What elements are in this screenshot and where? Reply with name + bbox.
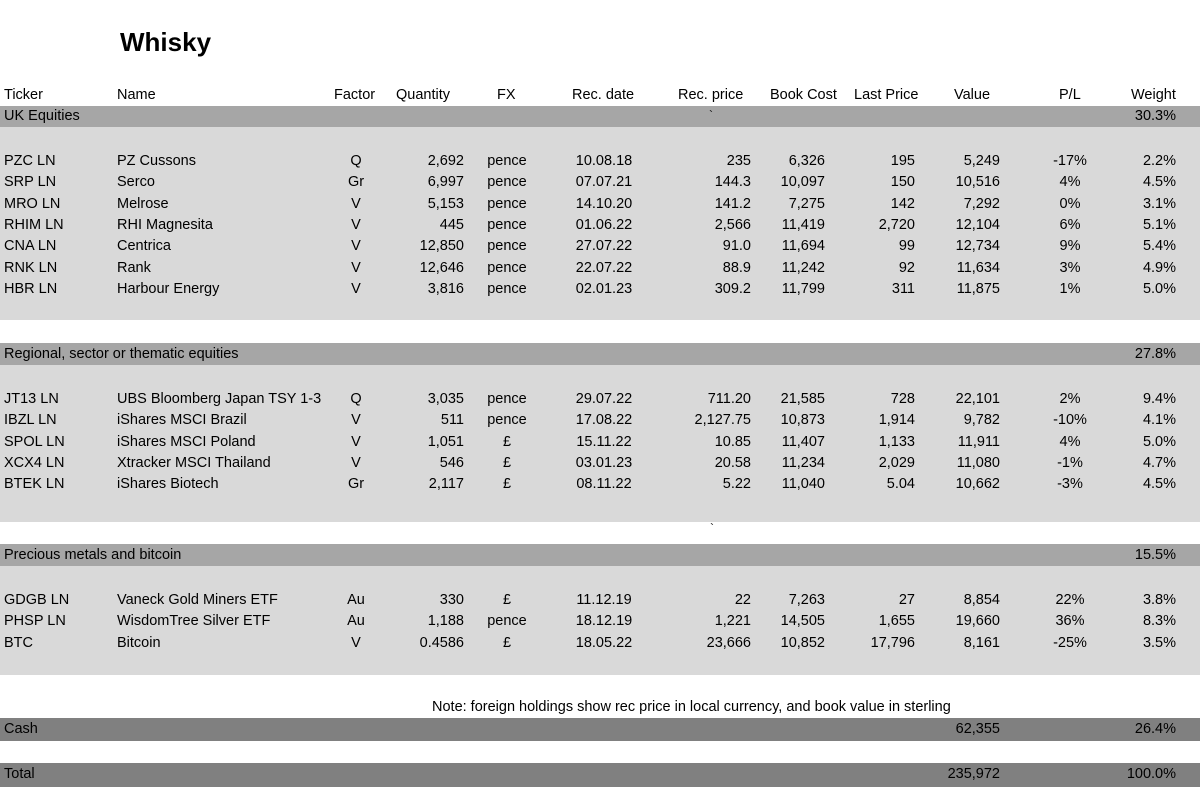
table-row [0, 410, 1200, 431]
cell-pl: 9% [1059, 238, 1081, 255]
col-fx: FX [497, 87, 516, 103]
cell-ticker: BTEK LN [4, 476, 65, 493]
col-pl: P/L [1059, 87, 1081, 103]
cell-factor: Au [347, 592, 365, 608]
column-header-row [0, 85, 1200, 106]
cell-quantity: 5,153 [427, 195, 464, 212]
cell-factor: V [351, 634, 361, 651]
cell-last-price: 2,029 [878, 454, 915, 471]
cell-rec-date: 18.05.22 [575, 634, 633, 651]
col-value: Value [954, 87, 991, 103]
cell-fx: pence [487, 391, 527, 407]
cell-quantity: 6,997 [427, 174, 464, 191]
total-weight: 100.0% [1126, 766, 1176, 782]
col-book-cost: Book Cost [770, 87, 837, 103]
cell-fx: pence [487, 153, 527, 169]
cell-ticker: RHIM LN [4, 216, 64, 233]
cell-book-cost: 14,505 [780, 613, 825, 630]
col-rec-date: Rec. date [572, 87, 635, 103]
cell-last-price: 1,914 [878, 412, 915, 429]
cell-last-price: 5.04 [886, 476, 915, 493]
cell-quantity: 12,646 [419, 259, 464, 276]
cell-pl: 3% [1059, 259, 1081, 276]
cell-fx: pence [487, 238, 527, 255]
table-row [0, 474, 1200, 495]
cell-weight: 3.1% [1142, 195, 1176, 212]
cell-factor: Gr [347, 174, 365, 191]
table-row [0, 389, 1200, 410]
cell-rec-price: 5.22 [722, 476, 751, 493]
cell-quantity: 2,117 [428, 476, 464, 493]
cell-rec-price: 10.85 [714, 433, 751, 450]
cell-pl: 2% [1059, 391, 1081, 407]
cell-pl: -17% [1053, 153, 1087, 169]
stray-mark: ` [710, 521, 714, 535]
cell-rec-price: 309.2 [714, 280, 751, 297]
cell-rec-price: 88.9 [722, 259, 751, 276]
cell-value: 8,854 [963, 592, 1000, 608]
cell-ticker: HBR LN [4, 280, 58, 297]
cell-ticker: BTC [4, 634, 33, 651]
cell-rec-date: 02.01.23 [575, 280, 633, 297]
cell-pl: 36% [1055, 613, 1085, 630]
cell-name: WisdomTree Silver ETF [117, 613, 271, 630]
cell-name: RHI Magnesita [117, 216, 213, 233]
cell-value: 8,161 [963, 634, 1000, 651]
total-value: 235,972 [947, 766, 1000, 782]
cell-factor: Q [350, 391, 362, 407]
table-row [0, 279, 1200, 300]
cell-name: iShares Biotech [117, 476, 219, 493]
cell-pl: 1% [1059, 280, 1081, 297]
cell-pl: -3% [1057, 476, 1083, 493]
cell-value: 10,662 [955, 476, 1000, 493]
section-header-regional [0, 344, 1200, 365]
col-factor: Factor [334, 87, 376, 103]
cell-quantity: 511 [440, 412, 464, 429]
cell-factor: V [351, 280, 361, 297]
cell-fx: pence [487, 195, 527, 212]
cell-factor: Q [350, 153, 362, 169]
cell-rec-price: 235 [726, 153, 751, 169]
section-label: Regional, sector or thematic equities [4, 346, 239, 362]
cell-quantity: 1,188 [427, 613, 464, 630]
total-row [0, 764, 1200, 785]
cell-weight: 5.1% [1142, 216, 1176, 233]
cell-value: 19,660 [955, 613, 1000, 630]
table-row [0, 151, 1200, 172]
cell-fx: £ [502, 454, 512, 471]
cell-name: iShares MSCI Brazil [117, 412, 247, 429]
cell-book-cost: 21,585 [780, 391, 825, 407]
cell-value: 22,101 [955, 391, 1000, 407]
cell-quantity: 445 [439, 216, 464, 233]
cell-name: Bitcoin [117, 634, 161, 651]
cell-last-price: 311 [891, 280, 915, 297]
table-row [0, 215, 1200, 236]
cell-rec-date: 11.12.19 [576, 592, 632, 608]
cell-book-cost: 10,852 [780, 634, 825, 651]
cell-last-price: 2,720 [878, 216, 915, 233]
cell-factor: V [351, 412, 361, 429]
cell-quantity: 3,816 [427, 280, 464, 297]
cell-last-price: 728 [890, 391, 915, 407]
cell-name: Xtracker MSCI Thailand [117, 454, 271, 471]
table-row [0, 432, 1200, 453]
cell-fx: pence [487, 412, 527, 429]
cell-factor: V [351, 454, 361, 471]
cell-ticker: PHSP LN [4, 613, 66, 630]
section-weight: 27.8% [1134, 346, 1176, 362]
cell-ticker: XCX4 LN [4, 454, 65, 471]
cell-book-cost: 11,419 [781, 216, 825, 233]
cell-rec-price: 22 [734, 592, 751, 608]
cell-pl: 6% [1059, 216, 1081, 233]
cell-name: Melrose [117, 195, 169, 212]
cell-name: UBS Bloomberg Japan TSY 1-3 [117, 391, 322, 407]
cell-rec-price: 23,666 [706, 634, 751, 651]
cell-rec-date: 01.06.22 [575, 216, 633, 233]
cell-weight: 3.5% [1142, 634, 1176, 651]
cell-value: 11,634 [956, 259, 1000, 276]
cell-factor: V [351, 195, 361, 212]
col-quantity: Quantity [396, 87, 450, 103]
section-header-precious-metals [0, 545, 1200, 566]
cell-weight: 4.5% [1142, 174, 1176, 191]
cell-value: 10,516 [955, 174, 1000, 191]
cell-ticker: PZC LN [4, 153, 56, 169]
cell-quantity: 330 [439, 592, 464, 608]
cash-weight: 26.4% [1134, 721, 1176, 737]
cell-weight: 4.7% [1142, 454, 1176, 471]
cell-rec-price: 1,221 [714, 613, 751, 630]
cell-rec-date: 22.07.22 [575, 259, 633, 276]
cell-pl: 0% [1059, 195, 1081, 212]
cell-last-price: 92 [898, 259, 915, 276]
cell-ticker: SRP LN [4, 174, 57, 191]
cell-last-price: 17,796 [870, 634, 915, 651]
cell-value: 11,875 [956, 280, 1000, 297]
cell-weight: 5.0% [1142, 280, 1176, 297]
cell-weight: 4.5% [1142, 476, 1176, 493]
cell-book-cost: 11,407 [781, 433, 825, 450]
table-row [0, 633, 1200, 654]
cell-ticker: CNA LN [4, 238, 57, 255]
col-weight: Weight [1131, 87, 1176, 103]
section-label: UK Equities [4, 108, 80, 124]
cell-rec-date: 29.07.22 [575, 391, 633, 407]
cell-fx: £ [502, 476, 512, 493]
table-row [0, 194, 1200, 215]
cell-rec-price: 711.20 [707, 391, 751, 407]
table-row [0, 611, 1200, 632]
cell-weight: 4.9% [1142, 259, 1176, 276]
cell-rec-price: 141.2 [714, 195, 751, 212]
cell-book-cost: 11,234 [781, 454, 825, 471]
cell-value: 5,249 [963, 153, 1000, 169]
cell-weight: 4.1% [1142, 412, 1176, 429]
col-name: Name [117, 87, 156, 103]
cell-ticker: RNK LN [4, 259, 58, 276]
cell-last-price: 27 [898, 592, 915, 608]
cell-rec-price: 2,127.75 [694, 412, 751, 429]
table-row [0, 453, 1200, 474]
cell-factor: V [351, 238, 361, 255]
cell-pl: -25% [1053, 634, 1087, 651]
cell-value: 12,104 [955, 216, 1000, 233]
cell-value: 11,080 [956, 454, 1000, 471]
cell-rec-date: 17.08.22 [575, 412, 633, 429]
cell-rec-price: 144.3 [714, 174, 751, 191]
cell-value: 12,734 [955, 238, 1000, 255]
cell-weight: 9.4% [1142, 391, 1176, 407]
cell-last-price: 1,655 [878, 613, 915, 630]
cell-book-cost: 10,097 [780, 174, 825, 191]
cell-factor: Au [347, 613, 365, 630]
cell-rec-price: 2,566 [714, 216, 751, 233]
cell-book-cost: 10,873 [780, 412, 825, 429]
cell-rec-date: 18.12.19 [575, 613, 633, 630]
cell-rec-price: 20.58 [714, 454, 751, 471]
section-header-uk-equities [0, 106, 1200, 127]
cell-quantity: 12,850 [419, 238, 464, 255]
footnote: Note: foreign holdings show rec price in local currency, and book value in sterling [432, 699, 951, 715]
cell-book-cost: 11,040 [781, 476, 825, 493]
cell-fx: pence [487, 259, 527, 276]
cell-last-price: 150 [890, 174, 915, 191]
cell-book-cost: 11,242 [781, 259, 825, 276]
cell-weight: 5.0% [1142, 433, 1176, 450]
cash-row [0, 719, 1200, 740]
cell-factor: V [351, 216, 361, 233]
cell-rec-date: 14.10.20 [575, 195, 633, 212]
cell-fx: pence [487, 174, 527, 191]
cell-rec-date: 15.11.22 [576, 433, 632, 450]
cell-book-cost: 6,326 [788, 153, 825, 169]
cell-last-price: 195 [890, 153, 915, 169]
cell-last-price: 142 [890, 195, 915, 212]
cell-quantity: 1,051 [427, 433, 464, 450]
cell-fx: £ [502, 592, 512, 608]
cell-pl: 4% [1059, 433, 1081, 450]
cell-name: PZ Cussons [117, 153, 196, 169]
section-label: Precious metals and bitcoin [4, 547, 182, 563]
cell-last-price: 99 [898, 238, 915, 255]
cell-quantity: 546 [439, 454, 464, 471]
cell-factor: Gr [347, 476, 365, 493]
cash-label: Cash [4, 721, 38, 737]
cell-weight: 8.3% [1142, 613, 1176, 630]
cell-name: iShares MSCI Poland [117, 433, 256, 450]
cell-weight: 2.2% [1142, 153, 1176, 169]
cell-pl: -1% [1057, 454, 1083, 471]
cell-pl: -10% [1053, 412, 1087, 429]
cell-ticker: MRO LN [4, 195, 61, 212]
cell-fx: pence [487, 613, 527, 630]
cell-book-cost: 7,263 [788, 592, 825, 608]
cell-ticker: GDGB LN [4, 592, 70, 608]
table-row [0, 590, 1200, 611]
cell-rec-date: 03.01.23 [575, 454, 633, 471]
cell-name: Serco [117, 174, 155, 191]
table-row [0, 258, 1200, 279]
cell-weight: 5.4% [1142, 238, 1176, 255]
cell-name: Vaneck Gold Miners ETF [117, 592, 278, 608]
cell-ticker: JT13 LN [4, 391, 59, 407]
cell-last-price: 1,133 [878, 433, 915, 450]
cell-rec-date: 10.08.18 [575, 153, 633, 169]
sheet-title: Whisky [120, 27, 212, 57]
cell-value: 7,292 [963, 195, 1000, 212]
table-row [0, 236, 1200, 257]
cell-name: Centrica [117, 238, 171, 255]
cell-fx: £ [502, 634, 512, 651]
cell-rec-date: 08.11.22 [576, 476, 632, 493]
section-weight: 15.5% [1134, 547, 1176, 563]
col-last-price: Last Price [854, 87, 919, 103]
cell-fx: pence [487, 216, 527, 233]
cell-quantity: 2,692 [427, 153, 464, 169]
cell-pl: 22% [1055, 592, 1085, 608]
cell-value: 9,782 [963, 412, 1000, 429]
cell-factor: V [351, 433, 361, 450]
cell-rec-date: 07.07.21 [575, 174, 633, 191]
cell-weight: 3.8% [1142, 592, 1176, 608]
stray-mark: ` [709, 108, 713, 122]
cell-quantity: 3,035 [427, 391, 464, 407]
cell-rec-price: 91.0 [722, 238, 751, 255]
cell-ticker: SPOL LN [4, 433, 65, 450]
cash-value: 62,355 [955, 721, 1000, 737]
cell-book-cost: 11,799 [781, 280, 825, 297]
cell-ticker: IBZL LN [4, 412, 57, 429]
col-rec-price: Rec. price [678, 87, 744, 103]
cell-book-cost: 11,694 [781, 238, 825, 255]
cell-fx: £ [502, 433, 512, 450]
cell-quantity: 0.4586 [419, 634, 464, 651]
cell-fx: pence [487, 280, 527, 297]
cell-factor: V [351, 259, 361, 276]
cell-value: 11,911 [957, 433, 1000, 450]
cell-name: Rank [117, 259, 151, 276]
cell-book-cost: 7,275 [788, 195, 825, 212]
section-weight: 30.3% [1134, 108, 1176, 124]
col-ticker: Ticker [4, 87, 43, 103]
cell-pl: 4% [1059, 174, 1081, 191]
cell-name: Harbour Energy [117, 280, 220, 297]
table-row [0, 172, 1200, 193]
total-label: Total [4, 766, 35, 782]
cell-rec-date: 27.07.22 [575, 238, 633, 255]
